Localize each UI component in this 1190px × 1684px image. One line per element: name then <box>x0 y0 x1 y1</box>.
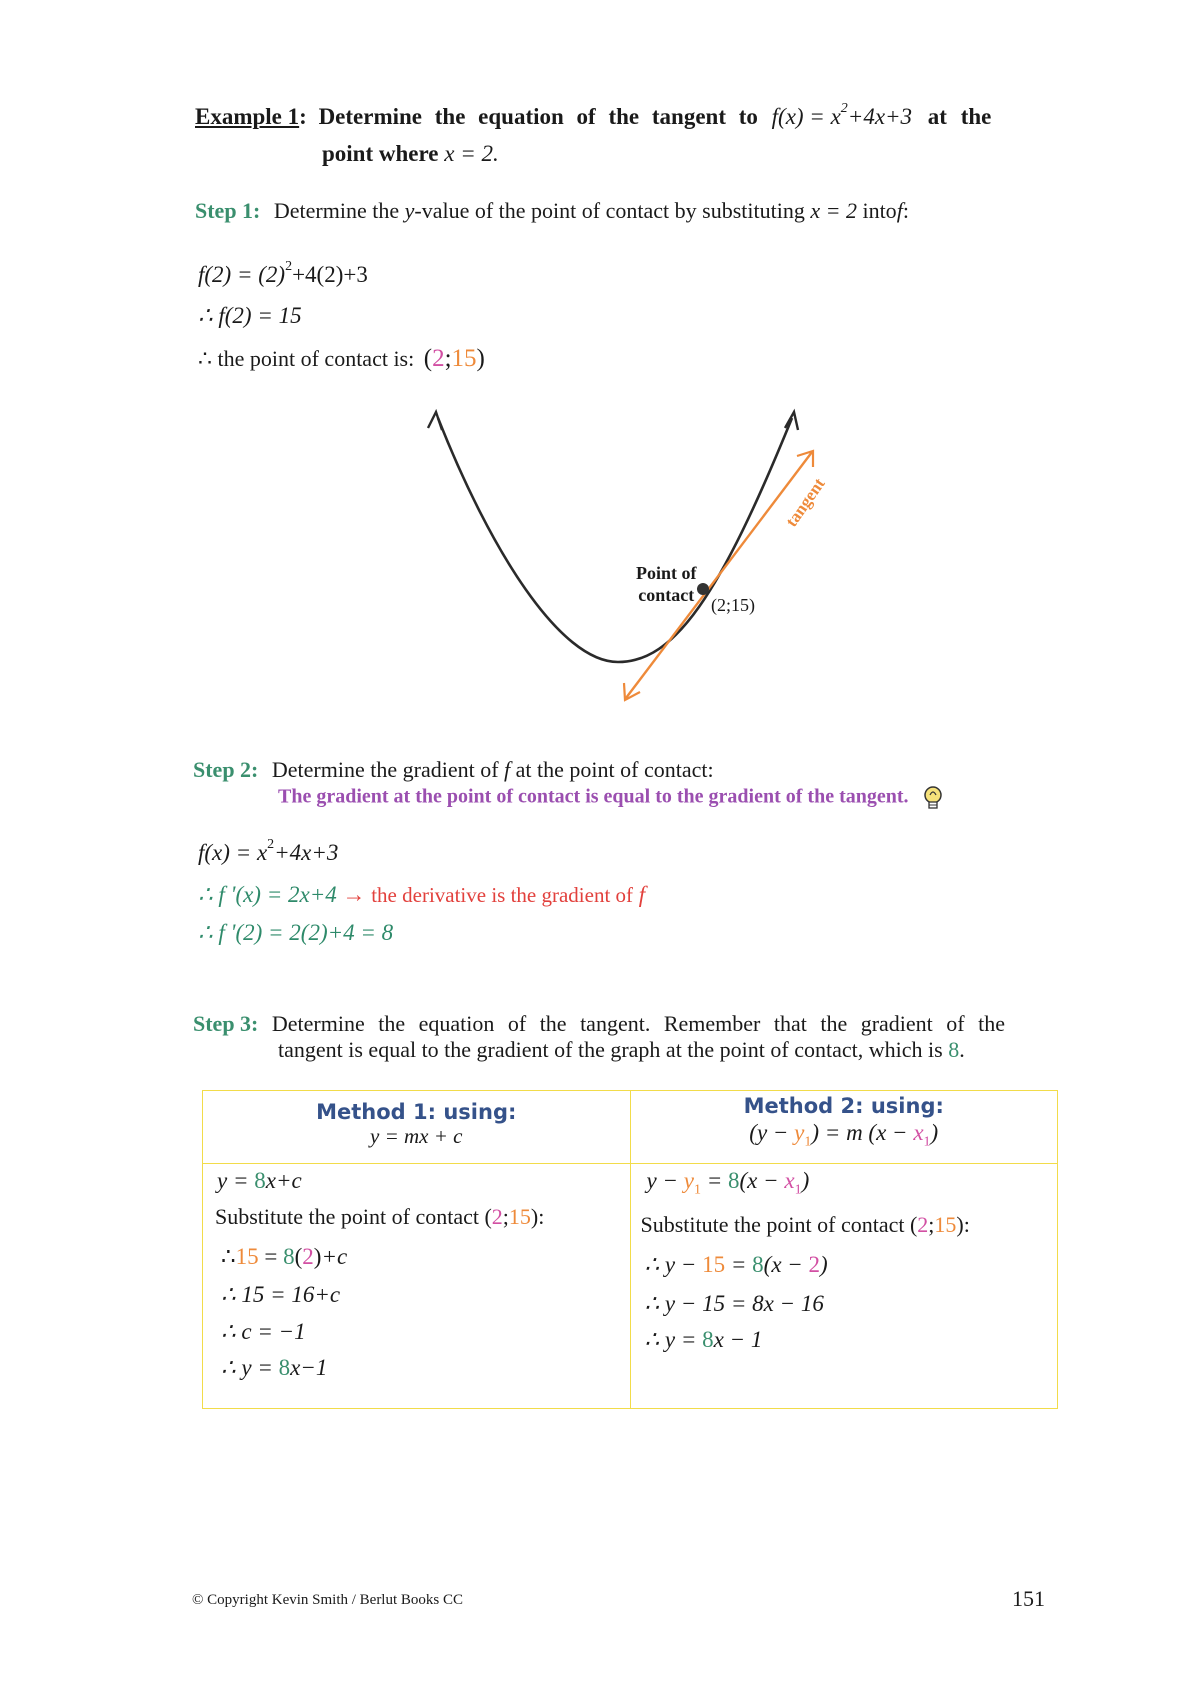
m2-l1-x1: x <box>784 1168 795 1193</box>
m1-l3-y: 15 <box>235 1244 259 1269</box>
m2-formula-close: ) <box>930 1120 939 1145</box>
step2-note-text: The gradient at the point of contact is equal to the gradient of the tangent. <box>278 785 909 808</box>
step1-label: Step 1: <box>195 198 261 223</box>
method1-header <box>203 1091 631 1164</box>
step2-eq2 <box>198 882 645 908</box>
poc-coordinate: (2;15) <box>711 595 755 615</box>
m2-l2-x: 2 <box>917 1212 929 1237</box>
step2-eq1-a: f(x) = x <box>198 840 268 865</box>
poc-close: ) <box>476 345 485 372</box>
step2-text-b: at the point of contact: <box>515 757 714 782</box>
step2-eq3: ∴ f '(2) = 2(2)+4 = 8 <box>198 920 394 945</box>
m2-l3-open: (x − <box>763 1252 809 1277</box>
m1-line6 <box>221 1355 327 1381</box>
m2-l1-x1-sub: 1 <box>794 1182 802 1198</box>
step3-text-end: . <box>959 1037 965 1062</box>
step3-gradient-value: 8 <box>948 1037 960 1062</box>
step1-var: y <box>404 198 415 223</box>
step1-point <box>424 345 485 372</box>
poc-y: 15 <box>451 345 477 372</box>
step3-text-line2: tangent is equal to the gradient of the graph at the point of contact, which is <box>278 1037 943 1062</box>
m1-l6-b: x−1 <box>290 1355 328 1380</box>
m2-formula-open: (y − <box>749 1120 795 1145</box>
step1-text-c: into <box>862 198 897 223</box>
step2-note <box>278 785 944 811</box>
step3-text-line1: Determine the equation of the tangent. Remember that the gradient of the <box>271 1011 1005 1036</box>
step1-eq3-text: ∴ the point of contact is: <box>198 346 415 371</box>
step3-label: Step 3: <box>193 1011 259 1036</box>
step2-text-a: Determine the gradient of <box>271 757 499 782</box>
function-rhs: +4x+3 <box>847 104 913 129</box>
page-number: 151 <box>1012 1586 1045 1611</box>
poc-sep: ; <box>444 345 452 372</box>
m1-l3-m: 8 <box>283 1244 295 1269</box>
example-text: Determine the equation of the tangent to <box>318 104 758 129</box>
m1-l3-close: ) <box>313 1244 322 1269</box>
step2-eq2-f: f <box>638 882 646 907</box>
m2-l2-sep: ; <box>928 1212 935 1237</box>
m1-l6-m: 8 <box>278 1355 291 1380</box>
example-label: Example 1 <box>195 104 300 129</box>
m2-l5-m: 8 <box>702 1327 714 1352</box>
m1-l3-a: ∴ <box>221 1244 236 1269</box>
method1-formula: y = mx + c <box>370 1124 463 1148</box>
step2-label: Step 2: <box>193 757 259 782</box>
example-at-the: at the <box>927 104 992 129</box>
poc-label-line2: contact <box>638 585 695 605</box>
m1-l6-a: ∴ y = <box>221 1355 279 1380</box>
m1-l1-b: x+c <box>265 1168 302 1193</box>
m1-l1-m: 8 <box>254 1168 266 1193</box>
m2-line4: ∴ y − 15 = 8x − 16 <box>644 1291 824 1316</box>
step2-f: f <box>504 757 511 782</box>
method2-body <box>630 1164 1058 1409</box>
m2-l2-text: Substitute the point of contact <box>640 1212 905 1237</box>
method2-header <box>630 1091 1058 1164</box>
m2-line3 <box>645 1252 828 1278</box>
m2-formula-y1: y <box>794 1120 805 1145</box>
m1-l2-x: 2 <box>491 1204 503 1229</box>
step2-instruction <box>193 757 714 783</box>
step1-math: x = 2 <box>810 198 857 223</box>
m1-l3-open: ( <box>294 1244 303 1269</box>
m2-l5-a: ∴ y = <box>644 1327 703 1352</box>
parabola-diagram <box>420 400 860 720</box>
example-colon: : <box>299 104 307 129</box>
curve-arrow-left-icon <box>428 412 442 430</box>
method2-formula <box>632 1120 1057 1151</box>
m2-formula-x1-sub: 1 <box>923 1134 931 1150</box>
tangent-label: tangent <box>781 474 829 531</box>
m2-l3-y: 15 <box>702 1252 726 1277</box>
step2-eq2-note: the derivative is the gradient of <box>371 883 634 907</box>
m1-line5: ∴ c = −1 <box>221 1319 306 1344</box>
poc-label-line1: Point of <box>636 563 697 583</box>
m1-l2-y: 15 <box>508 1204 531 1229</box>
poc-open: ( <box>423 345 433 372</box>
footer-copyright: © Copyright Kevin Smith / Berlut Books CC <box>192 1592 463 1608</box>
m1-l2-open: ( <box>484 1204 492 1229</box>
step2-arrow-icon: → <box>342 882 366 907</box>
m2-l3-close: ) <box>820 1252 828 1277</box>
m1-l2-text: Substitute the point of contact <box>215 1204 479 1229</box>
point-of-contact-dot <box>697 583 709 595</box>
m2-l5-b: x − 1 <box>713 1327 763 1352</box>
m1-l2-sep: ; <box>502 1204 509 1229</box>
m2-line1 <box>647 1168 810 1199</box>
example-heading <box>195 101 1075 130</box>
step2-eq1-exp: 2 <box>267 837 275 852</box>
methods-table <box>202 1090 1058 1409</box>
m2-l3-x: 2 <box>808 1252 821 1277</box>
step1-end: : <box>902 198 909 223</box>
m2-line5 <box>645 1327 763 1353</box>
m2-l3-eq: = <box>725 1252 753 1277</box>
example-function <box>771 101 913 129</box>
m2-l1-y1-sub: 1 <box>693 1182 701 1198</box>
function-lhs: f(x) = x <box>771 104 841 129</box>
m2-l1-close: ) <box>801 1168 810 1193</box>
poc-label <box>636 562 697 606</box>
m2-formula-y1-sub: 1 <box>804 1134 812 1150</box>
method1-title: Method 1: using: <box>316 1100 517 1124</box>
m1-line1 <box>217 1168 302 1194</box>
example-heading-line2 <box>322 141 499 167</box>
step3-instruction <box>193 1011 1073 1063</box>
step1-eq1-exp: 2 <box>285 259 293 274</box>
step1-f: f <box>896 198 903 223</box>
step1-text-b: -value of the point of contact by substituting <box>414 198 805 223</box>
example-line2-text: point where <box>322 141 439 166</box>
m2-formula-x1: x <box>913 1120 924 1145</box>
step2-eq1 <box>198 837 339 866</box>
step2-eq1-b: +4x+3 <box>274 840 339 865</box>
m1-line2 <box>215 1204 544 1230</box>
step2-eq2-math: ∴ f '(x) = 2x+4 <box>198 882 337 907</box>
lightbulb-icon <box>922 785 944 811</box>
m2-line2 <box>641 1212 970 1238</box>
step1-eq3 <box>198 345 485 373</box>
example-line2-math: x = 2. <box>444 141 499 166</box>
method2-title: Method 2: using: <box>743 1094 944 1118</box>
parabola-curve <box>438 418 792 662</box>
m1-l3-x: 2 <box>302 1244 314 1269</box>
m1-l1-a: y = <box>217 1168 255 1193</box>
m1-l2-close: ): <box>530 1204 545 1229</box>
step1-eq1-b: +4(2)+3 <box>292 262 368 287</box>
m1-l3-b: +c <box>321 1244 348 1269</box>
m2-l2-open: ( <box>909 1212 918 1237</box>
step1-text-a: Determine the <box>273 198 400 223</box>
m2-l1-eq: = <box>700 1168 728 1193</box>
m1-line3 <box>221 1244 347 1270</box>
m2-formula-mid: ) = m (x − <box>811 1120 914 1145</box>
m2-l1-open: (x − <box>739 1168 785 1193</box>
poc-x: 2 <box>432 345 445 372</box>
m2-l1-y1: y <box>683 1168 694 1193</box>
m2-l1-a: y − <box>646 1168 684 1193</box>
m1-l3-eq: = <box>258 1244 284 1269</box>
m2-l1-m: 8 <box>727 1168 740 1193</box>
m2-l2-close: ): <box>956 1212 970 1237</box>
step1-eq2: ∴ f(2) = 15 <box>198 303 302 328</box>
method1-body <box>203 1164 631 1409</box>
function-exponent: 2 <box>840 101 848 116</box>
step1-eq1 <box>198 259 368 288</box>
m2-l3-a: ∴ y − <box>644 1252 703 1277</box>
m2-l3-m: 8 <box>752 1252 764 1277</box>
step1-instruction <box>195 198 909 224</box>
step1-eq1-a: f(2) = (2) <box>198 262 286 287</box>
m2-l2-y: 15 <box>934 1212 957 1237</box>
m1-line4: ∴ 15 = 16+c <box>221 1282 341 1307</box>
